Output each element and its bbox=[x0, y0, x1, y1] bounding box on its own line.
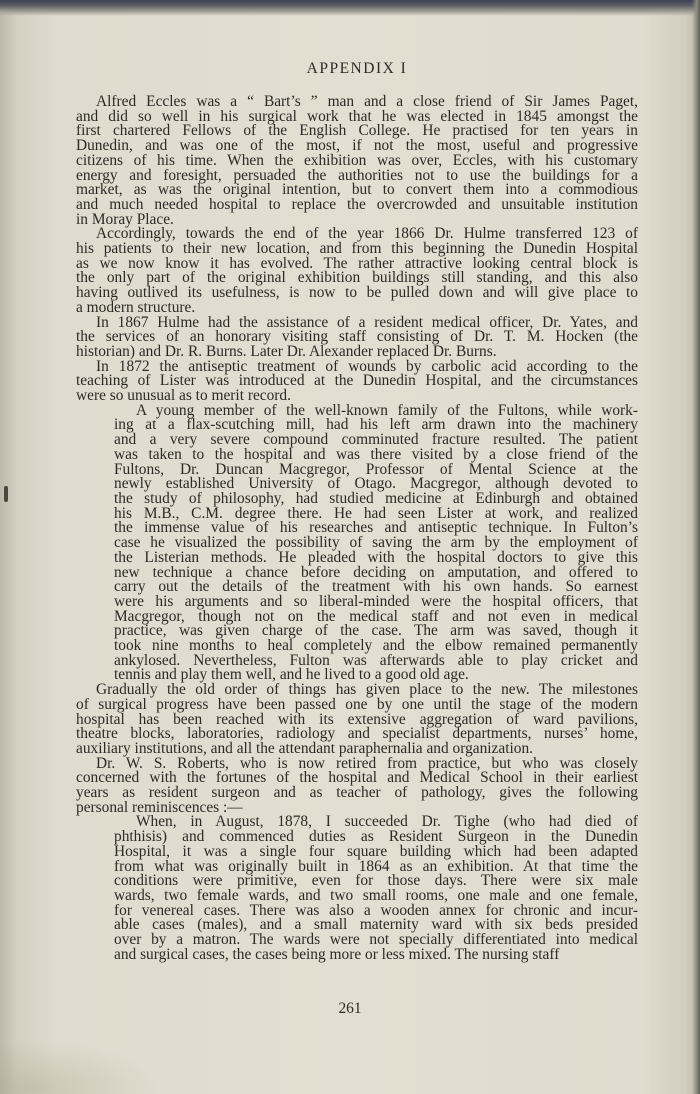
text-line: phthisis) and commenced duties as Resident Surgeon in the Dunedin bbox=[114, 828, 638, 846]
text-line: auxiliary institutions, and all the attendant paraphernalia and organization. bbox=[76, 739, 534, 757]
page-right-edge bbox=[692, 0, 700, 1094]
margin-ink-mark bbox=[4, 486, 8, 502]
text-line: citizens of his time. When the exhibition was over, Eccles, with his customary bbox=[76, 151, 638, 169]
text-line: in Moray Place. bbox=[76, 210, 174, 228]
paragraph bbox=[76, 754, 638, 816]
text-line: were so unusual as to merit record. bbox=[76, 387, 291, 405]
text-line: practice, was given charge of the case. The arm was saved, though it bbox=[114, 622, 638, 640]
text-line: personal reminiscences :— bbox=[76, 798, 243, 816]
text-line: theatre blocks, laboratories, radiology and specialist departments, nurses’ home, bbox=[76, 725, 638, 743]
text-line: of surgical progress have been passed one by one until the stage of the modern bbox=[76, 695, 638, 713]
page-text bbox=[76, 60, 638, 962]
paragraphs bbox=[76, 95, 638, 962]
page-heading: APPENDIX I bbox=[306, 60, 408, 77]
text-line: market, as was the original intention, but to convert them into a commodious bbox=[76, 181, 638, 199]
text-line: Gradually the old order of things has given place to the new. The milestones bbox=[96, 681, 638, 699]
paragraph bbox=[76, 313, 638, 360]
text-line: case he visualized the possibility of saving the arm by the employment of bbox=[114, 534, 638, 552]
text-line: hospital has been reached with its extensive aggregation of ward pavilions, bbox=[76, 710, 638, 728]
text-line: the immense value of his researches and antiseptic technique. In Fulton’s bbox=[114, 519, 638, 537]
text-line: teaching of Lister was introduced at the Dunedin Hospital, and the circumstances bbox=[76, 372, 638, 390]
paper-stain bbox=[0, 1040, 160, 1094]
text-line: Fultons, Dr. Duncan Macgregor, Professor of Mental Science at the bbox=[114, 460, 638, 478]
text-line: In 1872 the antiseptic treatment of wounds by carbolic acid according to the bbox=[96, 357, 638, 375]
text-line: Dr. W. S. Roberts, who is now retired from practice, but who was closely bbox=[96, 754, 638, 772]
text-line: able cases (males), and a small maternity ward with six beds presided bbox=[114, 916, 638, 934]
text-line: the Listerian methods. He pleaded with the hospital doctors to give this bbox=[114, 548, 638, 566]
paragraph bbox=[76, 95, 638, 227]
block-quote bbox=[114, 401, 638, 684]
text-line: conditions were primitive, even for those days. There were six male bbox=[114, 872, 638, 890]
text-line: over by a matron. The wards were not specially differentiated into medical bbox=[114, 931, 638, 949]
text-line: newly established University of Otago. Macgregor, although devoted to bbox=[114, 475, 638, 493]
text-line: Alfred Eccles was a “ Bart’s ” man and a close friend of Sir James Paget, bbox=[96, 93, 638, 110]
text-line: ing at a flax-scutching mill, had his left arm drawn into the machinery bbox=[114, 416, 638, 434]
text-line: When, in August, 1878, I succeeded Dr. Tighe (who had died of bbox=[136, 813, 638, 831]
text-line: energy and foresight, persuaded the authorities not to use the buildings for a bbox=[76, 166, 638, 184]
text-line: tennis and play them well, and he lived to a good old age. bbox=[114, 666, 469, 684]
text-line: years as resident surgeon and as teacher of pathology, gives the following bbox=[76, 784, 638, 802]
text-line: took nine months to heal completely and the elbow remained permanently bbox=[114, 637, 638, 655]
text-line: and surgical cases, the cases being more or less mixed. The nursing staff bbox=[114, 945, 560, 963]
text-line: carry out the details of the treatment with his own hands. So earnest bbox=[114, 578, 638, 596]
text-line: for venereal cases. There was also a wooden annex for chronic and incur- bbox=[114, 901, 638, 919]
text-line: concerned with the fortunes of the hospital and Medical School in their earliest bbox=[76, 769, 638, 787]
paragraph bbox=[76, 683, 638, 757]
text-line: A young member of the well-known family of the Fultons, while work- bbox=[136, 401, 638, 419]
block-quote bbox=[114, 815, 638, 962]
text-line: a modern structure. bbox=[76, 298, 196, 316]
text-line: were his arguments and so liberal-minded were the hospital officers, that bbox=[114, 592, 638, 610]
page-number: 261 bbox=[338, 1000, 362, 1017]
text-line: having outlived its usefulness, is now to be pulled down and will give place to bbox=[76, 284, 638, 302]
text-line: Hospital, it was a single four square building which had been adapted bbox=[114, 842, 638, 860]
text-line: was taken to the hospital and was there visited by a close friend of the bbox=[114, 445, 638, 463]
text-line: and did so well in his surgical work that he was elected in 1845 amongst the bbox=[76, 107, 638, 125]
paragraph bbox=[76, 357, 638, 405]
text-line: his M.B., C.M. degree there. He had seen Lister at work, and realized bbox=[114, 504, 638, 522]
text-line: and a very severe compound comminuted fracture resulted. The patient bbox=[114, 431, 638, 449]
text-line: In 1867 Hulme had the assistance of a resident medical officer, Dr. Yates, and bbox=[96, 313, 638, 331]
text-line: the only part of the original exhibition buildings still standing, and this also bbox=[76, 269, 638, 287]
text-line: Dunedin, and was one of the most, if not the most, useful and progressive bbox=[76, 137, 638, 155]
text-line: new technique a chance before deciding on amputation, and offered to bbox=[114, 563, 638, 581]
text-line: historian) and Dr. R. Burns. Later Dr. Alexander replaced Dr. Burns. bbox=[76, 342, 497, 360]
text-line: the study of philosophy, had studied medicine at Edinburgh and obtained bbox=[114, 489, 638, 507]
text-line: ankylosed. Nevertheless, Fulton was afterwards able to play cricket and bbox=[114, 651, 638, 669]
text-line: from what was originally built in 1864 as an exhibition. At that time the bbox=[114, 857, 638, 875]
text-line: and much needed hospital to replace the overcrowded and unsuitable institution bbox=[76, 195, 638, 213]
paragraph bbox=[76, 227, 638, 315]
text-line: wards, two female wards, and two small rooms, one male and one female, bbox=[114, 886, 638, 904]
text-line: his patients to their new location, and from this beginning the Dunedin Hospital bbox=[76, 240, 638, 258]
text-line: the services of an honorary visiting staff consisting of Dr. T. M. Hocken (the bbox=[76, 328, 638, 346]
page-top-edge bbox=[0, 0, 700, 16]
text-line: as we now know it has evolved. The rather attractive looking central block is bbox=[76, 254, 638, 272]
text-line: first chartered Fellows of the English College. He practised for ten years in bbox=[76, 122, 638, 140]
text-line: Accordingly, towards the end of the year 1866 Dr. Hulme transferred 123 of bbox=[96, 225, 638, 243]
text-line: Macgregor, though not on the medical staff and not even in medical bbox=[114, 607, 638, 625]
